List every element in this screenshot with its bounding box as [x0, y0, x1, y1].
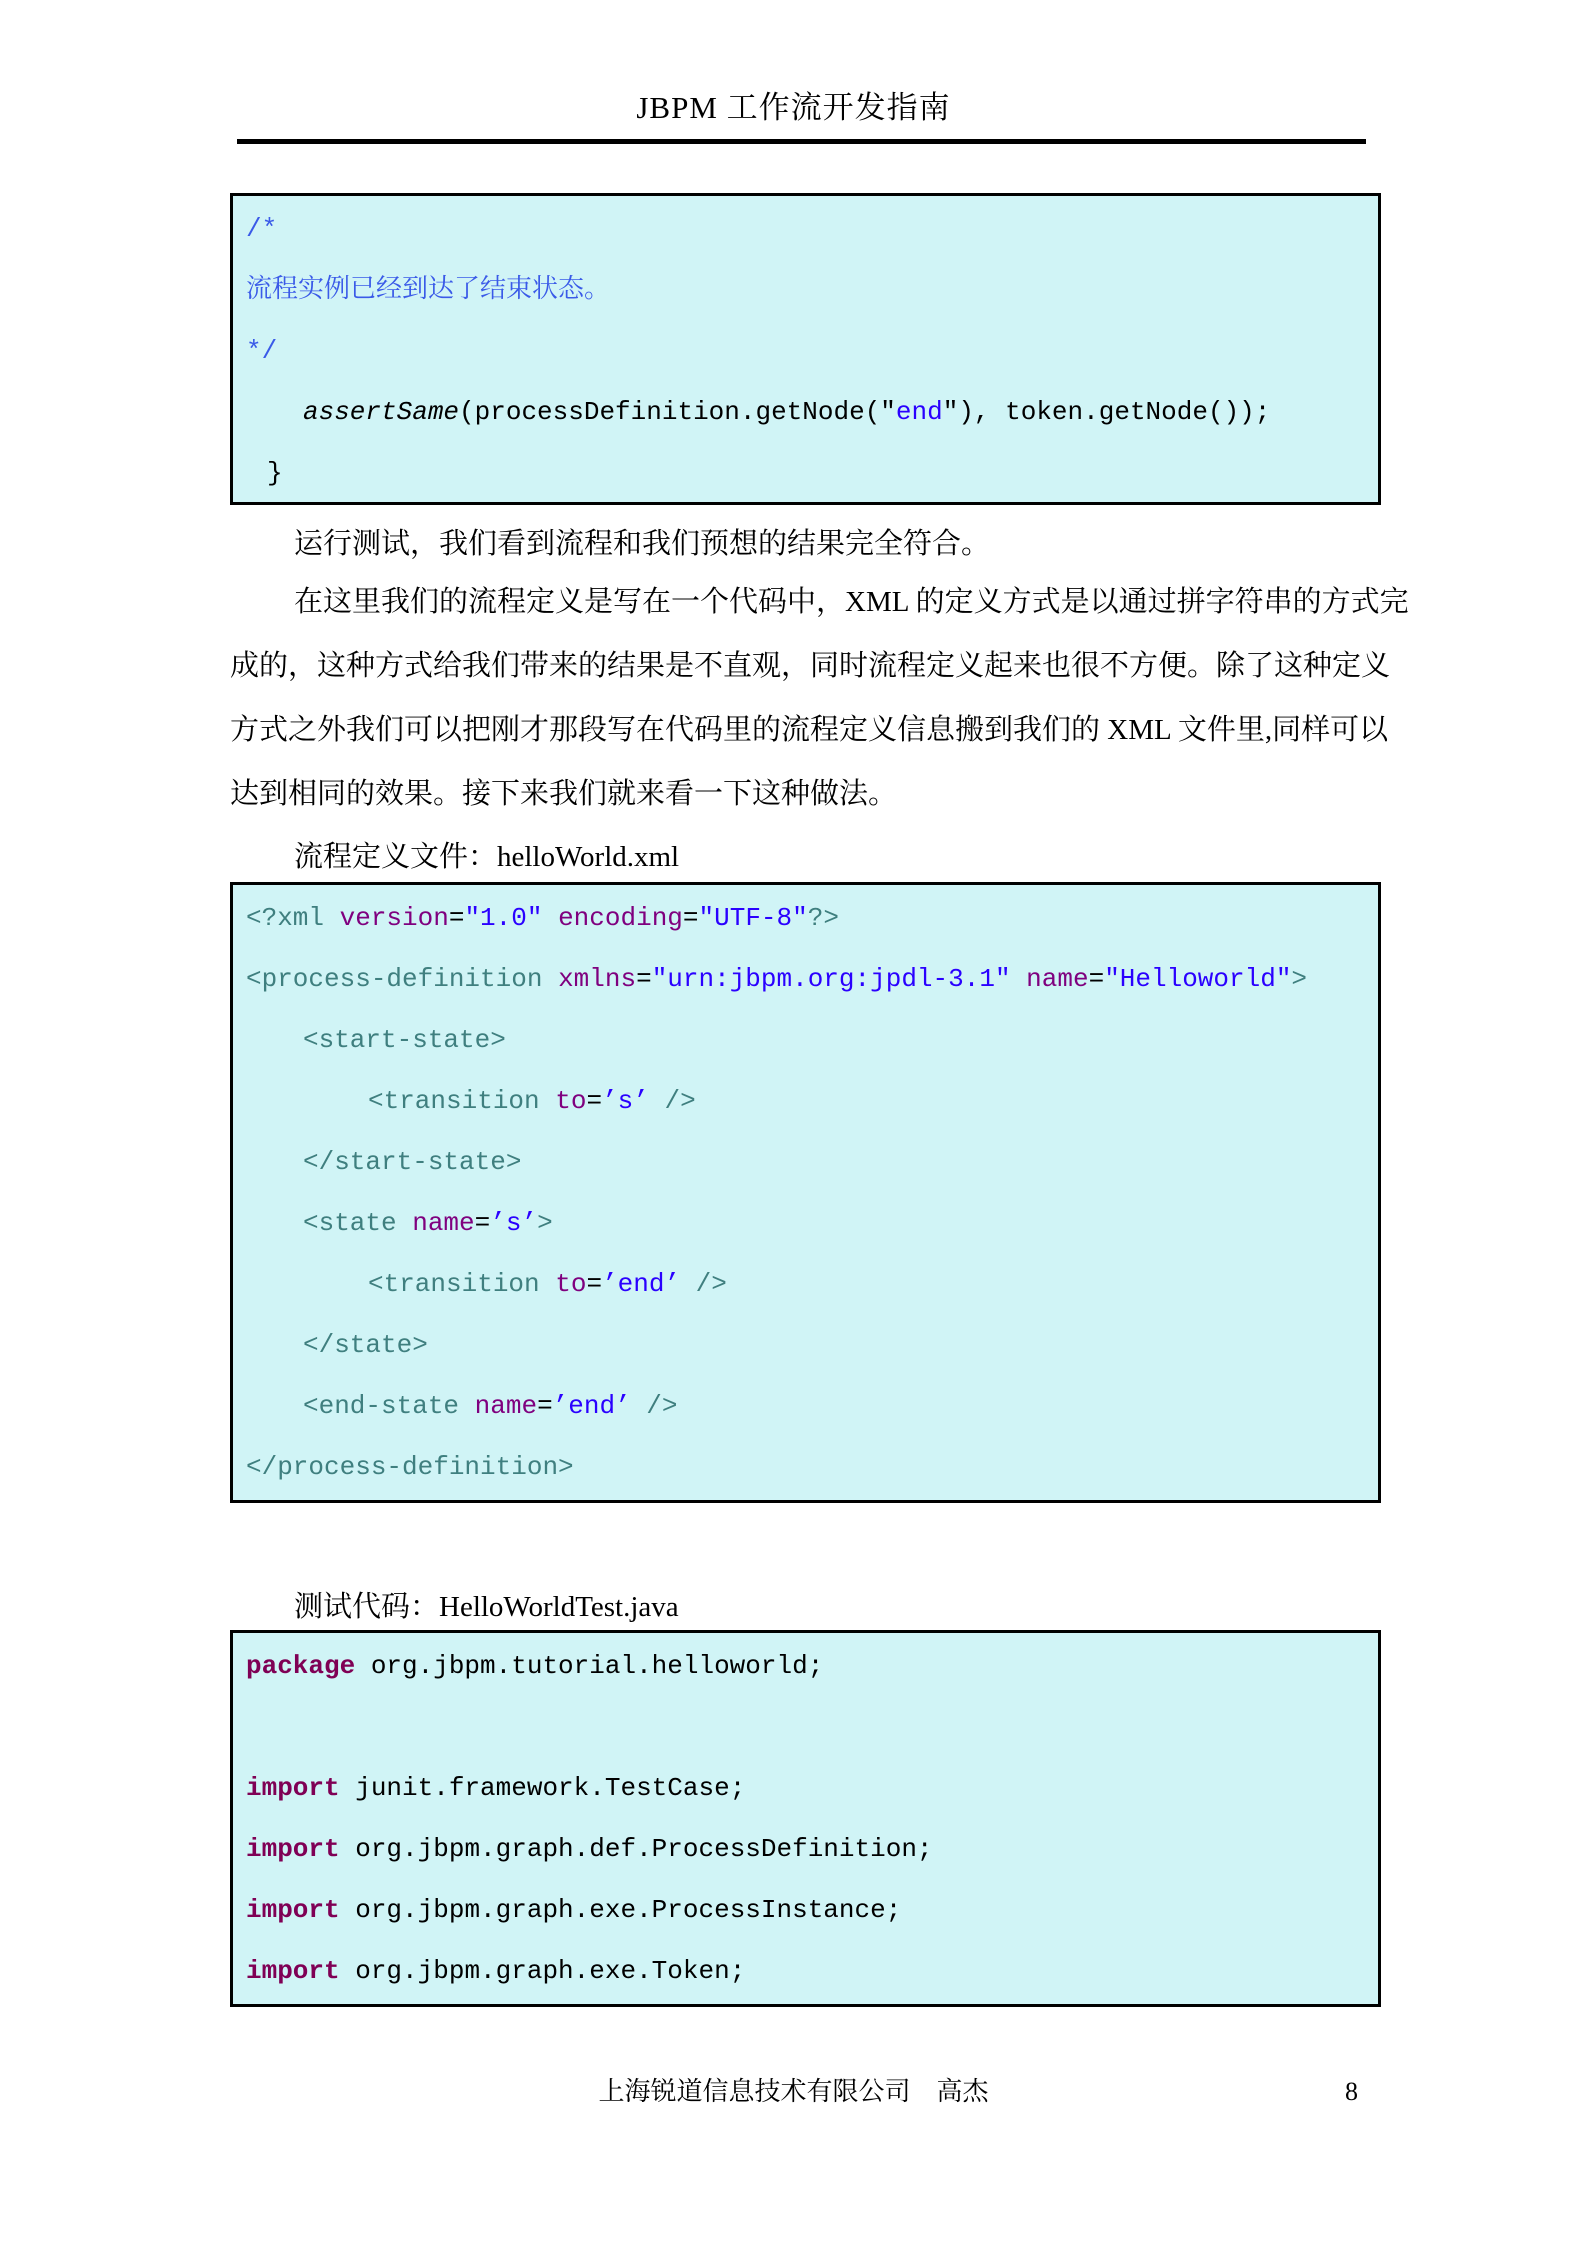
page-footer — [0, 2072, 1587, 2112]
java-file-label: 测试代码：HelloWorldTest.java — [294, 1591, 679, 1623]
code-token: = — [636, 964, 652, 994]
code-token: <process-definition — [246, 964, 559, 994]
code-token: ’end’ — [602, 1269, 681, 1299]
code-token: ’s’ — [490, 1208, 538, 1238]
code-token: > — [1291, 964, 1308, 994]
code-line — [233, 1758, 1378, 1819]
code-token: org.jbpm.graph.exe.ProcessInstance; — [339, 1895, 902, 1925]
code-line — [233, 1132, 1378, 1193]
code-token: </process-definition> — [246, 1452, 574, 1482]
java-code-block — [230, 1630, 1381, 2007]
code-token: ″), token.getNode()); — [942, 397, 1271, 427]
code-token: = — [586, 1086, 603, 1116]
code-token: = — [586, 1269, 603, 1299]
code-token: encoding — [558, 903, 683, 933]
paragraph-line: 成的，这种方式给我们带来的结果是不直观，同时流程定义起来也很不方便。除了这种定义 — [230, 650, 1391, 682]
paragraph-line: 达到相同的效果。接下来我们就来看一下这种做法。 — [230, 778, 898, 810]
code-token: /> — [648, 1086, 696, 1116]
code-token: to — [555, 1269, 587, 1299]
code-token: (processDefinition.getNode(″ — [459, 397, 896, 427]
code-token: org.jbpm.tutorial.helloworld; — [355, 1651, 824, 1681]
code-line — [233, 1254, 1378, 1315]
paragraph-line: 在这里我们的流程定义是写在一个代码中，XML 的定义方式是以通过拼字符串的方式完 — [294, 586, 1409, 618]
code-line — [233, 199, 1378, 260]
code-token: ″Helloworld″ — [1104, 964, 1292, 994]
code-token: /> — [630, 1391, 678, 1421]
code-token: ’s’ — [602, 1086, 649, 1116]
code-line — [233, 443, 1378, 504]
code-token: <end-state — [303, 1391, 475, 1421]
footer-company-author: 上海锐道信息技术有限公司 高杰 — [598, 2077, 989, 2106]
code-token: ’end’ — [552, 1391, 631, 1421]
code-token: org.jbpm.graph.exe.Token; — [339, 1956, 746, 1986]
code-line — [233, 382, 1378, 443]
page-header-title: JBPM 工作流开发指南 — [636, 90, 951, 125]
code-line — [233, 1315, 1378, 1376]
code-token: = — [474, 1208, 491, 1238]
xml-file-label: 流程定义文件：helloWorld.xml — [294, 841, 680, 873]
code-token: ″1.0″ — [464, 903, 543, 933]
code-line — [233, 949, 1378, 1010]
code-token: import — [246, 1773, 340, 1803]
code-token: = — [537, 1391, 553, 1421]
code-token: to — [555, 1086, 587, 1116]
code-token — [542, 903, 558, 933]
code-line — [233, 1819, 1378, 1880]
code-line — [233, 321, 1378, 382]
code-token: </state> — [303, 1330, 428, 1360]
code-token: ?> — [807, 903, 839, 933]
code-token: = — [682, 903, 699, 933]
code-line — [233, 1193, 1378, 1254]
code-line — [233, 1376, 1378, 1437]
code-token: <state — [303, 1208, 413, 1238]
code-token: <?xml — [246, 903, 340, 933]
code-token: } — [267, 458, 283, 488]
java-comment-code-block — [230, 193, 1381, 505]
code-token: /* — [246, 214, 278, 244]
code-token: version — [339, 903, 449, 933]
xml-code-block — [230, 882, 1381, 1503]
code-token: > — [537, 1208, 553, 1238]
code-token: import — [246, 1956, 340, 1986]
code-token: import — [246, 1834, 340, 1864]
code-line — [233, 1880, 1378, 1941]
code-token: </start-state> — [303, 1147, 522, 1177]
code-token: name — [1026, 964, 1089, 994]
code-token: package — [246, 1651, 356, 1681]
code-token: */ — [246, 336, 278, 366]
code-token: = — [1088, 964, 1105, 994]
code-line — [233, 888, 1378, 949]
code-token: <transition — [368, 1086, 556, 1116]
code-line-blank — [233, 1697, 1378, 1758]
code-token: import — [246, 1895, 340, 1925]
code-token: 流程实例已经到达了结束状态。 — [246, 275, 611, 305]
code-line — [233, 1437, 1378, 1498]
code-line — [233, 1636, 1378, 1697]
code-token: name — [474, 1391, 538, 1421]
code-token: ″urn:jbpm.org:jpdl-3.1″ — [651, 964, 1011, 994]
code-token: org.jbpm.graph.def.ProcessDefinition; — [339, 1834, 933, 1864]
code-token: assertSame — [303, 397, 460, 427]
code-token: junit.framework.TestCase; — [339, 1773, 746, 1803]
header-rule — [237, 139, 1366, 144]
code-token: ″UTF-8″ — [698, 903, 808, 933]
paragraph-process-definition — [230, 570, 1409, 826]
code-token: <start-state> — [303, 1025, 506, 1055]
code-line — [233, 1941, 1378, 2002]
code-line — [233, 1071, 1378, 1132]
code-token — [1011, 964, 1027, 994]
code-token: end — [895, 397, 943, 427]
code-token: <transition — [368, 1269, 556, 1299]
code-token: name — [412, 1208, 475, 1238]
code-token: = — [448, 903, 465, 933]
paragraph-run-test: 运行测试，我们看到流程和我们预想的结果完全符合。 — [294, 528, 991, 560]
code-token: xmlns — [558, 964, 637, 994]
paragraph-line: 方式之外我们可以把刚才那段写在代码里的流程定义信息搬到我们的 XML 文件里,同样可以 — [230, 714, 1389, 746]
code-line — [233, 260, 1378, 321]
page-number: 8 — [1345, 2077, 1358, 2106]
code-line — [233, 1010, 1378, 1071]
code-token: /> — [680, 1269, 727, 1299]
